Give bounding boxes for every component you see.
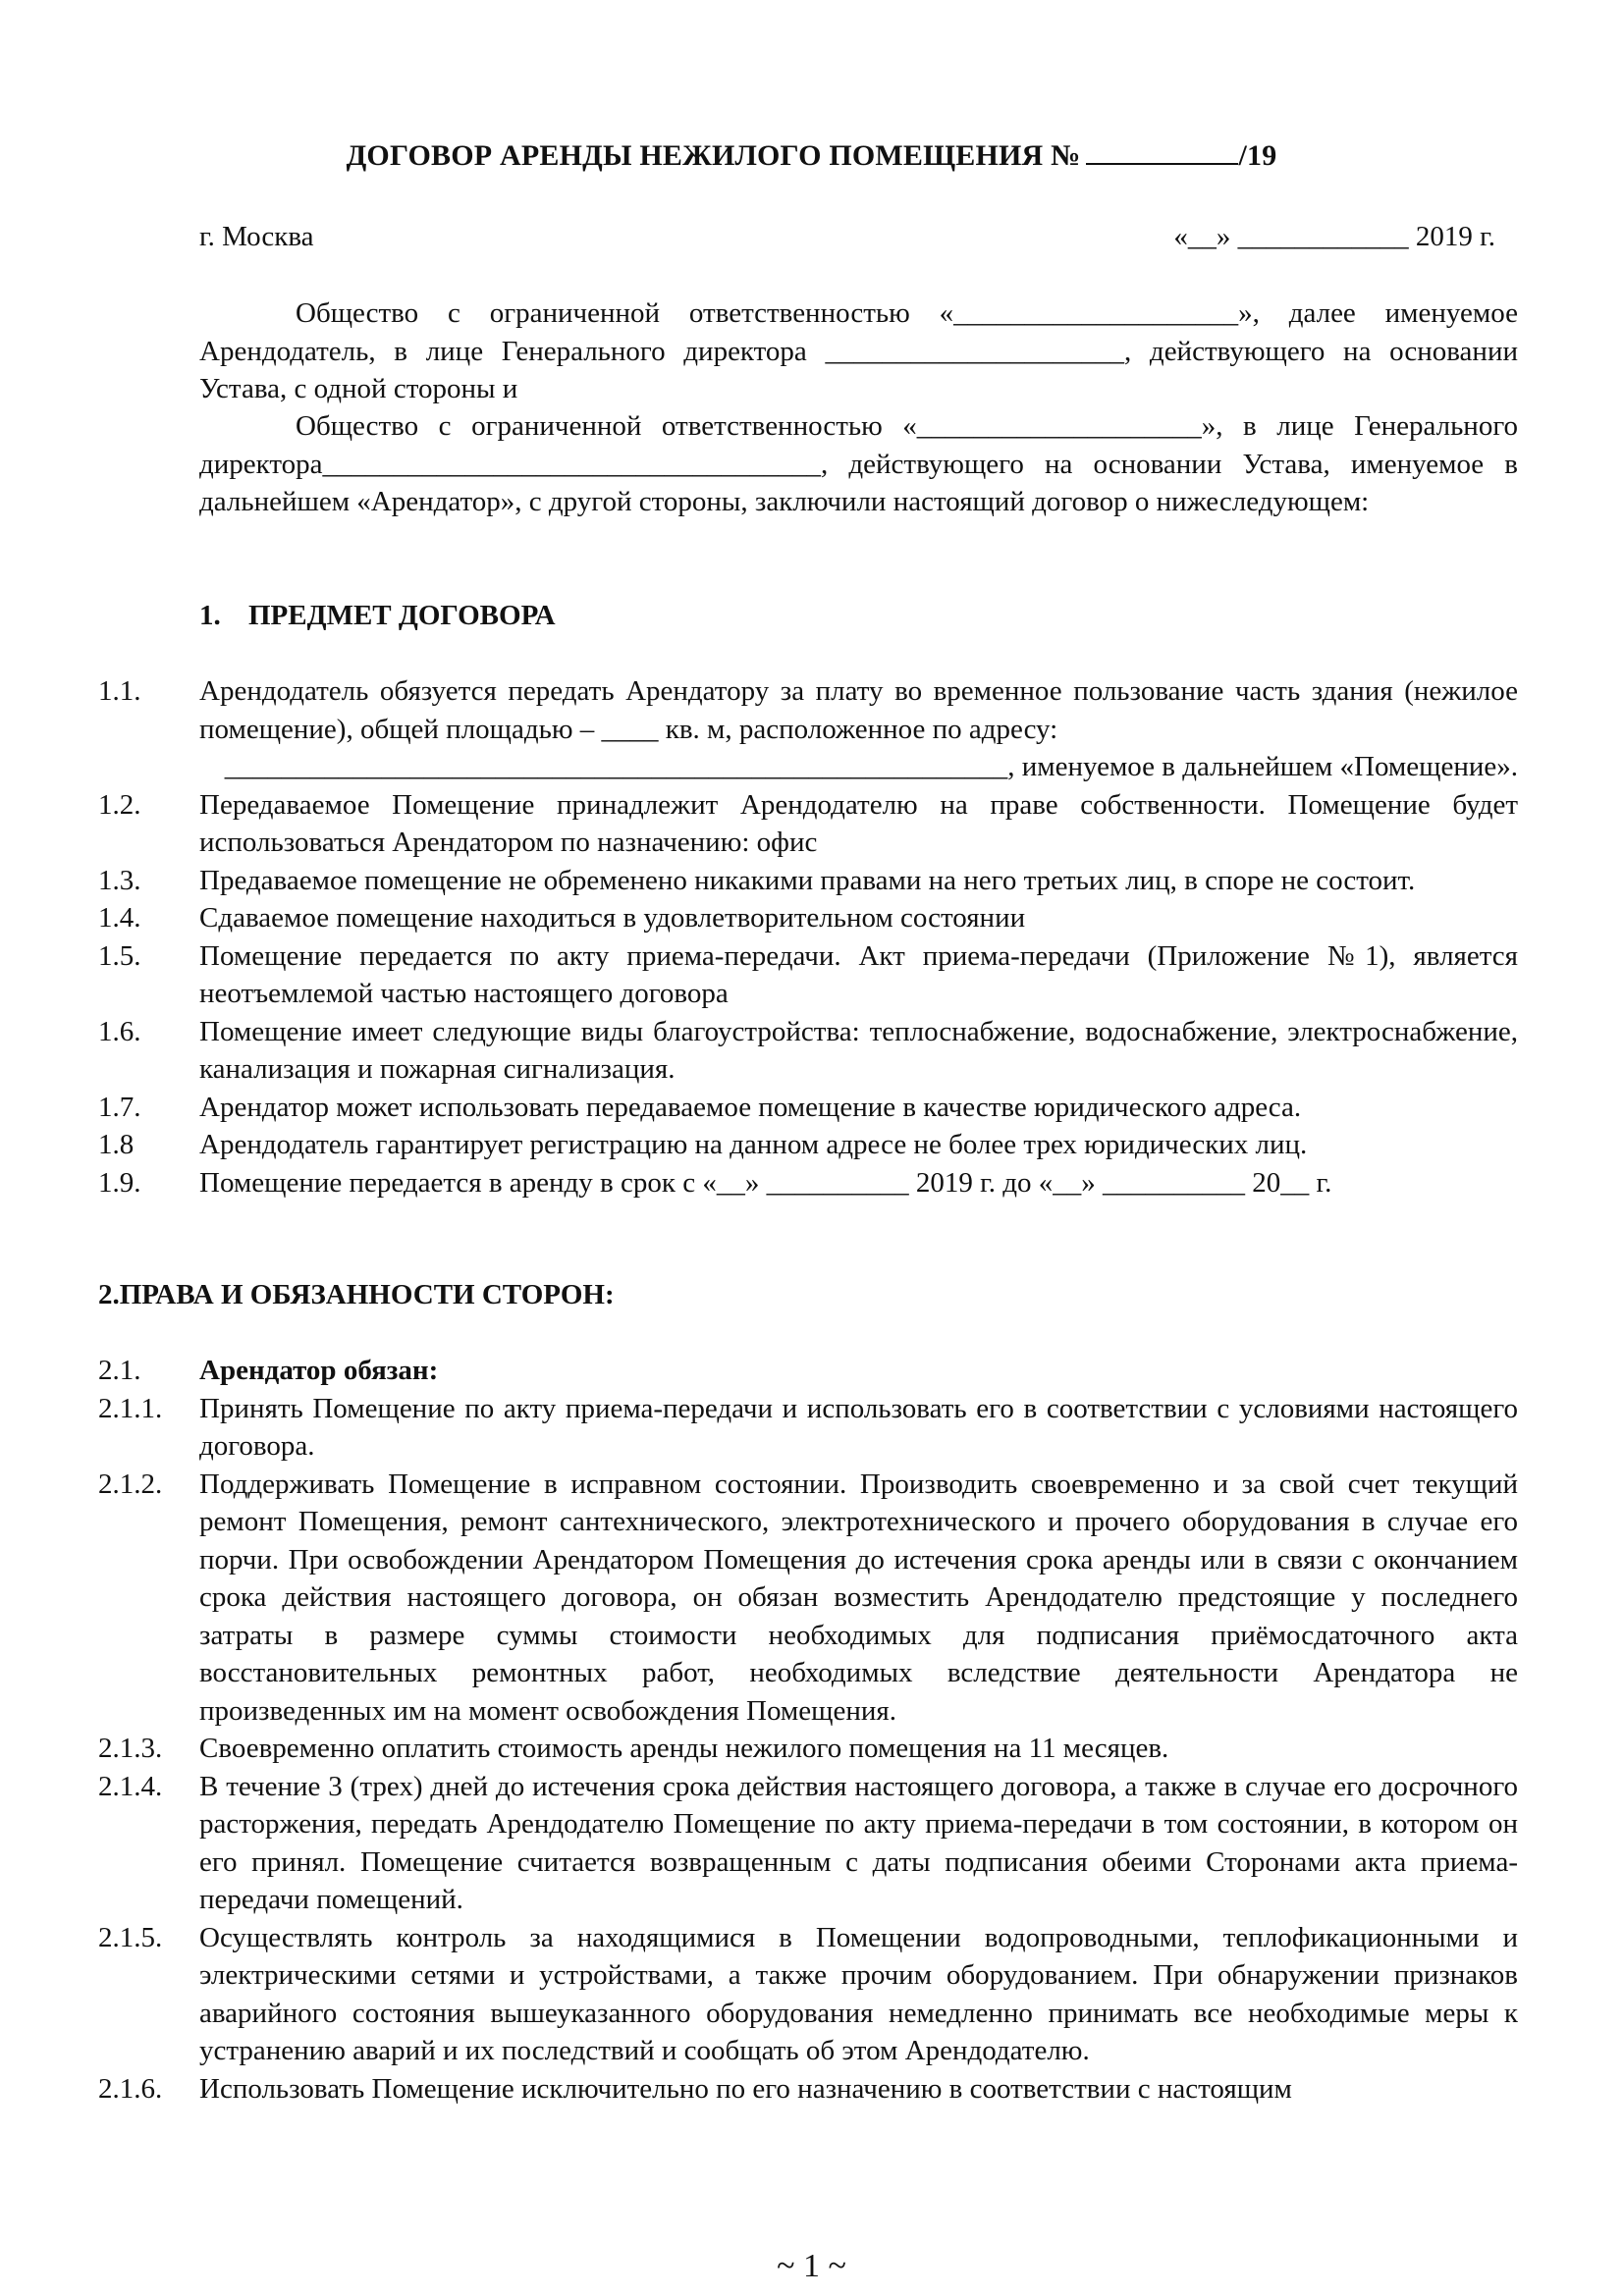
clause-1-3 xyxy=(98,862,1518,900)
document-title xyxy=(0,135,1623,176)
clause-2-1-3 xyxy=(98,1730,1518,1768)
contract-date: «__» ____________ 2019 г. xyxy=(1173,221,1495,252)
clause-2-1 xyxy=(98,1352,1518,1390)
clause-text: Арендодатель гарантирует регистрацию на данном адресе не более трех юридических лиц. xyxy=(199,1129,1308,1160)
clause-number: 1.8 xyxy=(98,1129,135,1160)
contract-number-blank xyxy=(1086,135,1238,165)
clause-1-1 xyxy=(98,672,1518,786)
clause-text: Арендодатель обязуется передать Арендатору за плату во временное пользование часть здания (нежилое помещение), общей площадью – ____ кв. м, расположенное по адресу: xyxy=(199,675,1518,745)
clause-1-9 xyxy=(98,1164,1518,1202)
intro-paragraph-1: Общество с ограниченной ответственностью «____________________», далее именуемое Арендодатель, в лице Генерального директора _____________________, действующего на основании Устава, с одной стороны и xyxy=(199,297,1518,404)
clause-1-5 xyxy=(98,937,1518,1013)
clause-text: Поддерживать Помещение в исправном состоянии. Производить своевременно и за свой счет текущий ремонт Помещения, ремонт сантехнического, электротехнического и прочего оборудования в случае его порчи. При освобождении Арендатором Помещения до истечения срока аренды или в связи с окончанием срока действия настоящего договора, он обязан возместить Арендодателю предстоящие у последнего затраты в размере суммы стоимости необходимых для подписания приёмосдаточного акта восстановительных ремонтных работ, необходимых вследствие деятельности Арендатора не произведенных им на момент освобождения Помещения. xyxy=(199,1468,1518,1727)
section-1-heading xyxy=(199,597,556,635)
clause-2-1-2 xyxy=(98,1466,1518,1731)
clause-number: 1.5. xyxy=(98,939,141,972)
section-2-clauses xyxy=(98,1352,1518,2108)
clause-number: 1.2. xyxy=(98,788,141,821)
clause-text: Своевременно оплатить стоимость аренды нежилого помещения на 11 месяцев. xyxy=(199,1733,1169,1764)
clause-2-1-6 xyxy=(98,2070,1518,2109)
clause-number: 2.1.6. xyxy=(98,2072,163,2105)
clause-1-2 xyxy=(98,786,1518,862)
clause-1-4 xyxy=(98,899,1518,937)
section-1-clauses xyxy=(98,672,1518,1201)
section-1-title: ПРЕДМЕТ ДОГОВОРА xyxy=(248,600,556,631)
intro-party-2 xyxy=(199,407,1518,521)
clause-text: Передаваемое Помещение принадлежит Арендодателю на праве собственности. Помещение будет использоваться Арендатором по назначению: офис xyxy=(199,788,1518,858)
clause-2-1-1 xyxy=(98,1390,1518,1466)
clause-text: Помещение передается по акту приема-передачи. Акт приема-передачи (Приложение №1), является неотъемлемой частью настоящего договора xyxy=(199,939,1518,1009)
clause-text: Предаваемое помещение не обременено никакими правами на него третьих лиц, в споре не состоит. xyxy=(199,864,1416,896)
city: г. Москва xyxy=(199,221,314,252)
clause-number: 1.9. xyxy=(98,1166,141,1199)
address-line: _______________________________________________________, именуемое в дальнейшем «Помещение». xyxy=(224,751,1518,782)
clause-number: 2.1.5. xyxy=(98,1921,163,1953)
clause-number: 1.6. xyxy=(98,1015,141,1047)
section-1-number: 1. xyxy=(199,600,221,631)
section-2-heading: 2.ПРАВА И ОБЯЗАННОСТИ СТОРОН: xyxy=(98,1279,615,1310)
clause-text: Арендатор может использовать передаваемое помещение в качестве юридического адреса. xyxy=(199,1091,1302,1123)
clause-number: 1.4. xyxy=(98,902,141,934)
clause-text: Помещение имеет следующие виды благоустройства: теплоснабжение, водоснабжение, электроснабжение, канализация и пожарная сигнализация. xyxy=(199,1015,1518,1085)
clause-text: Сдаваемое помещение находиться в удовлетворительном состоянии xyxy=(199,902,1026,934)
subsection-title: Арендатор обязан: xyxy=(199,1355,439,1386)
clause-text: В течение 3 (трех) дней до истечения срока действия настоящего договора, а также в случае его досрочного расторжения, передать Арендодателю Помещение по акту приема-передачи в том состоянии, в котором он его принял. Помещение считается возвращенным с даты подписания обеими Сторонами акта приема-передачи помещений. xyxy=(199,1770,1518,1915)
clause-number: 2.1.4. xyxy=(98,1770,163,1802)
clause-number: 2.1.3. xyxy=(98,1733,163,1764)
clause-2-1-4 xyxy=(98,1768,1518,1919)
clause-text: Помещение передается в аренду в срок с «__» __________ 2019 г. до «__» __________ 20__ г. xyxy=(199,1166,1332,1199)
clause-number: 1.7. xyxy=(98,1091,141,1123)
clause-text: Принять Помещение по акту приема-передачи и использовать его в соответствии с условиями настоящего договора. xyxy=(199,1392,1518,1462)
title-text: ДОГОВОР АРЕНДЫ НЕЖИЛОГО ПОМЕЩЕНИЯ № xyxy=(346,139,1081,172)
intro-party-1 xyxy=(199,294,1518,408)
clause-number: 2.1. xyxy=(98,1355,141,1386)
clause-1-6 xyxy=(98,1013,1518,1089)
clause-text: Использовать Помещение исключительно по его назначению в соответствии с настоящим xyxy=(199,2072,1292,2105)
page-number: ~ 1 ~ xyxy=(777,2248,846,2284)
clause-1-7 xyxy=(98,1089,1518,1127)
clause-number: 1.1. xyxy=(98,675,141,707)
intro-paragraph-2: Общество с ограниченной ответственностью «____________________», в лице Генерального директора___________________________________, действующего на основании Устава, именуемое в дальнейшем «Арендатор», с другой стороны, заключили настоящий договор о нижеследующем: xyxy=(199,410,1518,517)
title-suffix: /19 xyxy=(1238,139,1277,172)
clause-2-1-5 xyxy=(98,1919,1518,2070)
clause-number: 2.1.1. xyxy=(98,1392,163,1424)
clause-number: 1.3. xyxy=(98,864,141,896)
city-date-row xyxy=(199,218,1495,257)
clause-number: 2.1.2. xyxy=(98,1468,163,1500)
clause-1-8 xyxy=(98,1126,1518,1164)
clause-text: Осуществлять контроль за находящимися в Помещении водопроводными, теплофикационными и электрическими сетями и устройствами, а также прочим оборудованием. При обнаружении признаков аварийного состояния вышеуказанного оборудования немедленно принимать все необходимые меры к устранению аварий и их последствий и сообщать об этом Арендодателю. xyxy=(199,1921,1518,2066)
